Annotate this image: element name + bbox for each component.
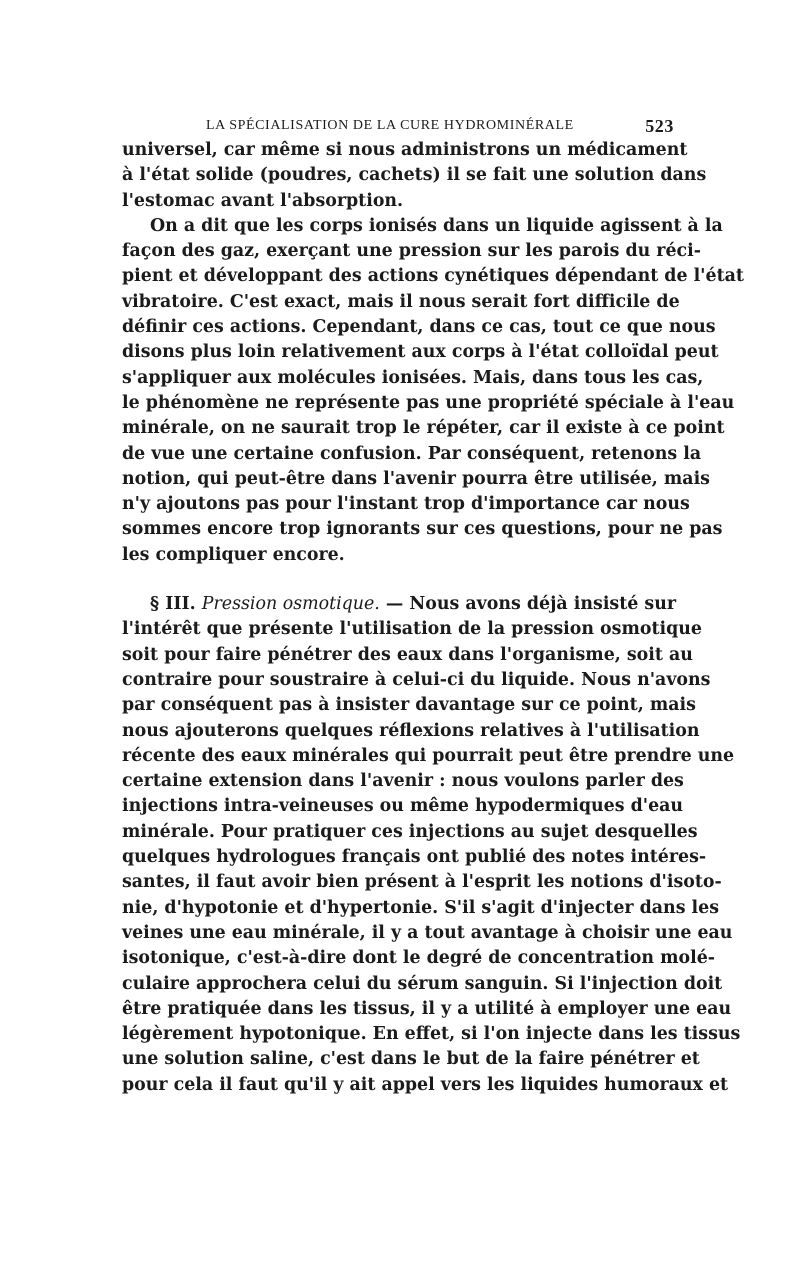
text-line: soit pour faire pénétrer des eaux dans l'organisme, soit au [122, 644, 693, 665]
text-line: disons plus loin relativement aux corps à l'état colloïdal peut [122, 342, 719, 363]
text-line: minérale. Pour pratiquer ces injections au sujet desquelles [122, 821, 698, 842]
running-head [122, 112, 676, 138]
text-line: quelques hydrologues français ont publié des notes intéres- [122, 847, 707, 868]
text-line: l'intérêt que présente l'utilisation de la pression osmotique [122, 619, 702, 640]
text-line: contraire pour soustraire à celui-ci du liquide. Nous n'avons [122, 669, 711, 690]
text-line: isotonique, c'est-à-dire dont le degré de concentration molé- [122, 948, 715, 969]
text-line: façon des gaz, exerçant une pression sur les parois du réci- [122, 241, 701, 262]
section-first-line: — Nous avons déjà insisté sur [385, 594, 677, 615]
text-line: notion, qui peut-être dans l'avenir pourra être utilisée, mais [122, 468, 710, 489]
section-number: § III. [150, 594, 196, 615]
text-line: On a dit que les corps ionisés dans un liquide agissent à la [150, 215, 723, 236]
text-line: pient et développant des actions cynétiques dépendant de l'état [122, 266, 744, 287]
text-line: s'appliquer aux molécules ionisées. Mais, dans tous les cas, [122, 367, 704, 388]
text-line: les compliquer encore. [122, 544, 345, 565]
text-line: injections intra-veineuses ou même hypodermiques d'eau [122, 796, 684, 817]
text-line: nous ajouterons quelques réflexions relatives à l'utilisation [122, 720, 700, 741]
running-title: LA SPÉCIALISATION DE LA CURE HYDROMINÉRALE [206, 118, 574, 133]
text-line: certaine extension dans l'avenir : nous voulons parler des [122, 771, 684, 792]
paragraph-continuation [122, 138, 707, 214]
text-line: être pratiquée dans les tissus, il y a utilité à employer une eau [122, 998, 732, 1019]
text-line: le phénomène ne représente pas une propriété spéciale à l'eau [122, 392, 735, 413]
text-line: n'y ajoutons pas pour l'instant trop d'importance car nous [122, 494, 690, 515]
page-number: 523 [645, 116, 674, 136]
text-line: sommes encore trop ignorants sur ces questions, pour ne pas [122, 519, 723, 540]
paragraph-ions [122, 214, 744, 568]
text-line: une solution saline, c'est dans le but de la faire pénétrer et [122, 1049, 700, 1070]
book-page [122, 112, 744, 1098]
text-line: récente des eaux minérales qui pourrait peut être prendre une [122, 745, 735, 766]
text-line: l'estomac avant l'absorption. [122, 190, 404, 211]
text-line: nie, d'hypotonie et d'hypertonie. S'il s'agit d'injecter dans les [122, 897, 720, 918]
text-line: pour cela il faut qu'il y ait appel vers les liquides humoraux et [122, 1074, 729, 1095]
text-line: minérale, on ne saurait trop le répéter, car il existe à ce point [122, 418, 725, 439]
text-line: de vue une certaine confusion. Par conséquent, retenons la [122, 443, 702, 464]
section-heading [122, 592, 676, 617]
text-line: définir ces actions. Cependant, dans ce cas, tout ce que nous [122, 317, 716, 338]
text-line: par conséquent pas à insister davantage sur ce point, mais [122, 695, 696, 716]
section-title: Pression osmotique. [201, 594, 380, 615]
section-spacer [122, 568, 676, 592]
text-line: légèrement hypotonique. En effet, si l'on injecte dans les tissus [122, 1024, 741, 1045]
text-line: universel, car même si nous administrons un médicament [122, 140, 688, 160]
text-line: veines une eau minérale, il y a tout avantage à choisir une eau [122, 922, 733, 943]
text-line: santes, il faut avoir bien présent à l'esprit les notions d'isoto- [122, 872, 722, 893]
text-line: vibratoire. C'est exact, mais il nous serait fort difficile de [122, 291, 680, 312]
section-osmotic-pressure [122, 592, 741, 1098]
text-line: à l'état solide (poudres, cachets) il se fait une solution dans [122, 165, 707, 186]
text-line: culaire approchera celui du sérum sanguin. Si l'injection doit [122, 973, 723, 994]
